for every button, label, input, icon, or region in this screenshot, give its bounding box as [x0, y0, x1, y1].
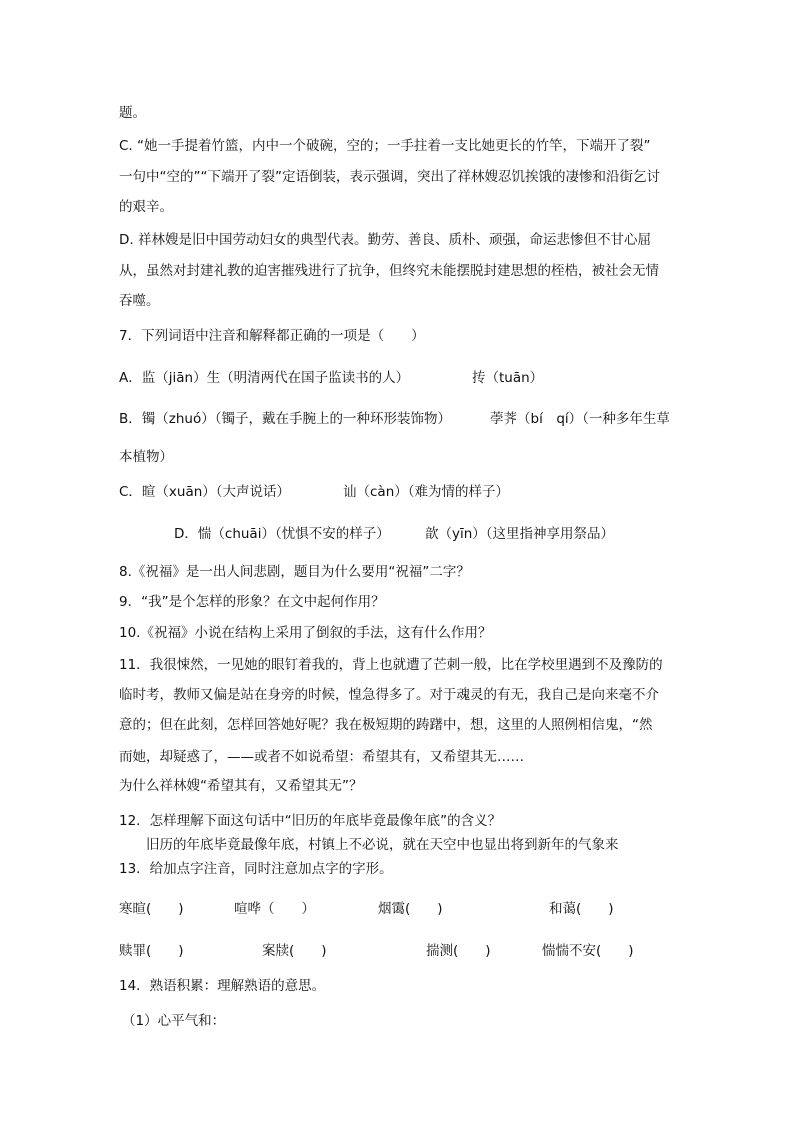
- q7-option-a: A．监（jiān）生（明清两代在国子监读书的人）: [119, 370, 410, 386]
- option-c-line: C. “她一手提着竹篮，内中一个破碗，空的；一手拄着一支比她更长的竹竿，下端开了裂”: [119, 138, 651, 154]
- text-line: 意的；但在此刻，怎样回答她好呢？我在极短期的踌躇中，想，这里的人照例相信鬼，“然: [119, 717, 653, 733]
- question-13: 13．给加点字注音，同时注意加点字的字形。: [119, 861, 393, 877]
- text-line: 本植物）: [119, 449, 173, 465]
- question-12: 12．怎样理解下面这句话中“旧历的年底毕竟最像年底”的含义？: [119, 813, 502, 829]
- question-7: 7．下列词语中注音和解释都正确的一项是（ ）: [119, 328, 425, 344]
- text-line: 从，虽然对封建礼教的迫害摧残进行了抗争，但终究未能摆脱封建思想的桎梏，被社会无情: [119, 263, 659, 279]
- question-8: 8.《祝福》是一出人间悲剧，题目为什么要用“祝福”二字？: [119, 564, 470, 580]
- pinyin-item: 寒暄( ): [119, 901, 184, 917]
- text-line: 临时考，教师又偏是站在身旁的时候，惶急得多了。对于魂灵的有无，我自己是向来毫不介: [119, 687, 659, 703]
- q7-option-c-word2: 讪（càn）（难为情的样子）: [343, 484, 510, 500]
- pinyin-item: 赎罪( ): [119, 943, 184, 959]
- question-10: 10.《祝福》小说在结构上采用了倒叙的手法，这有什么作用？: [119, 625, 492, 641]
- text-line: 题。: [119, 105, 146, 121]
- q7-option-b-word2: 荸荠（bí qí）（一种多年生草: [490, 411, 670, 427]
- text-line: 为什么祥林嫂“希望其有，又希望其无”？: [119, 778, 363, 794]
- text-line: 吞噬。: [119, 293, 160, 309]
- text-line: 一句中“空的”“下端开了裂”定语倒装，表示强调，突出了祥林嫂忍饥挨饿的凄惨和沿街乞讨: [119, 169, 660, 185]
- q7-option-d: D．惴（chuāi）（忧惧不安的样子）: [174, 526, 390, 542]
- question-14: 14．熟语积累：理解熟语的意思。: [119, 978, 326, 994]
- pinyin-item: 喧哗（ ）: [234, 901, 315, 917]
- pinyin-item: 惴惴不安( ): [542, 943, 634, 959]
- question-14-item-1: （1）心平气和：: [122, 1013, 226, 1029]
- pinyin-item: 揣测( ): [426, 943, 491, 959]
- q7-option-d-word2: 歆（yīn）（这里指神享用祭品）: [425, 526, 615, 542]
- question-9: 9．“我”是个怎样的形象？在文中起何作用？: [119, 594, 385, 610]
- question-11: 11．我很悚然，一见她的眼钉着我的，背上也就遭了芒刺一般，比在学校里遇到不及豫防的: [119, 657, 663, 673]
- pinyin-item: 和蔼( ): [549, 901, 614, 917]
- q7-option-a-word2: 抟（tuān）: [472, 370, 544, 386]
- pinyin-item: 案牍( ): [262, 943, 327, 959]
- q7-option-c: C．暄（xuān）（大声说话）: [119, 484, 291, 500]
- pinyin-item: 烟霭( ): [378, 901, 443, 917]
- q7-option-b: B．镯（zhuó）（镯子，戴在手腕上的一种环形装饰物）: [119, 411, 451, 427]
- text-line: 的艰辛。: [119, 199, 173, 215]
- text-line: 而她，却疑惑了，——或者不如说希望：希望其有，又希望其无……: [119, 749, 524, 765]
- quoted-sentence: 旧历的年底毕竟最像年底，村镇上不必说，就在天空中也显出将到新年的气象来: [146, 837, 619, 853]
- option-d-line: D. 祥林嫂是旧中国劳动妇女的典型代表。勤劳、善良、质朴、顽强，命运悲惨但不甘心屈: [119, 232, 651, 248]
